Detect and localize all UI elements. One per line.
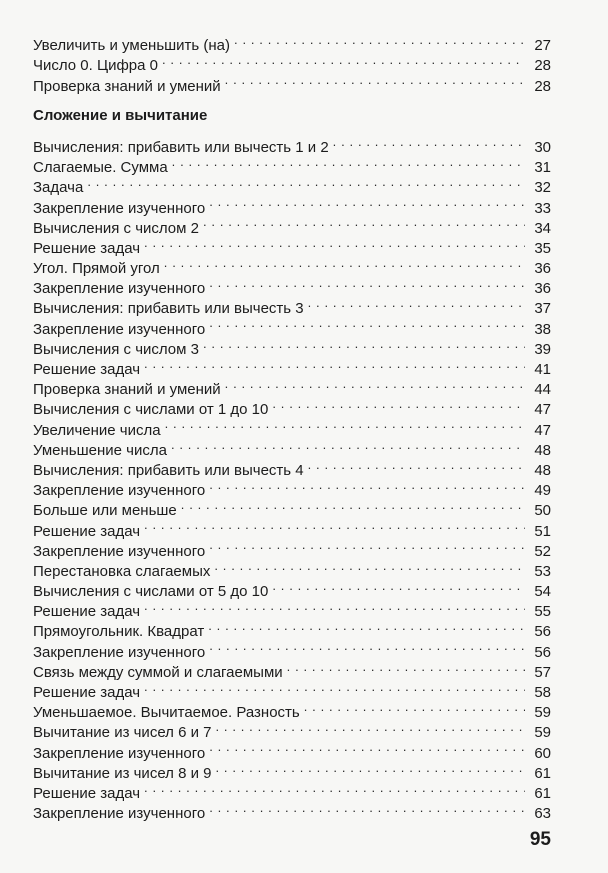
toc-entry-page: 63	[534, 805, 551, 823]
toc-entry-title: Вычисления с числом 2	[33, 219, 199, 237]
toc-entry-page: 56	[534, 643, 551, 661]
toc-entry-title: Проверка знаний и умений	[33, 77, 221, 95]
dot-leader	[171, 435, 525, 455]
toc-entry-page: 61	[534, 764, 551, 782]
toc-entry	[33, 172, 551, 197]
toc-entry-page: 50	[534, 502, 551, 520]
toc-entry-title: Вычисления: прибавить или вычесть 4	[33, 461, 304, 479]
toc-entry-title: Задача	[33, 179, 84, 197]
toc-entry-page: 59	[534, 704, 551, 722]
toc-entry-title: Вычисления с числом 3	[33, 340, 199, 358]
toc-entry-page: 39	[534, 340, 551, 358]
toc-entry-title: Увеличить и уменьшить (на)	[33, 37, 231, 55]
toc-section-list	[33, 132, 551, 823]
toc-entry-title: Решение задач	[33, 784, 141, 802]
dot-leader	[203, 213, 525, 233]
toc-entry-title: Число 0. Цифра 0	[33, 57, 158, 75]
toc-entry-page: 54	[534, 583, 551, 601]
dot-leader	[209, 636, 525, 656]
dot-leader	[172, 152, 525, 172]
toc-entry-page: 27	[534, 37, 551, 55]
toc-entry-page: 30	[534, 138, 551, 156]
toc-top-list	[33, 30, 551, 95]
toc-entry-page: 47	[534, 401, 551, 419]
dot-leader	[209, 536, 525, 556]
toc-entry-title: Больше или меньше	[33, 502, 177, 520]
dot-leader	[165, 414, 525, 434]
dot-leader	[308, 293, 525, 313]
dot-leader	[209, 475, 525, 495]
toc-entry-page: 34	[534, 219, 551, 237]
toc-entry-title: Проверка знаний и умений	[33, 381, 221, 399]
toc-entry-page: 33	[534, 199, 551, 217]
toc-entry-page: 55	[534, 603, 551, 621]
dot-leader	[225, 374, 525, 394]
toc-entry-title: Решение задач	[33, 684, 141, 701]
toc-entry-page: 44	[534, 381, 551, 399]
toc-entry-title: Закрепление изученного	[33, 199, 206, 217]
toc-entry-title: Вычисления с числами от 5 до 10	[33, 583, 269, 601]
toc-entry-title: Перестановка слагаемых	[33, 562, 211, 580]
toc-entry-title: Закрепление изученного	[33, 482, 206, 500]
dot-leader	[225, 70, 525, 90]
dot-leader	[308, 455, 525, 475]
dot-leader	[214, 556, 525, 576]
toc-entry-title: Решение задач	[33, 361, 141, 378]
toc-entry-page: 61	[534, 784, 551, 802]
table-of-contents	[33, 30, 551, 823]
dot-leader	[209, 313, 525, 333]
toc-entry-page: 53	[534, 562, 551, 580]
toc-entry-title: Уменьшаемое. Вычитаемое. Разность	[33, 704, 300, 722]
toc-entry-title: Вычитание из чисел 6 и 7	[33, 724, 212, 742]
dot-leader	[209, 798, 525, 818]
toc-entry-page: 38	[534, 320, 551, 338]
dot-leader	[144, 354, 525, 374]
toc-entry-title: Закрепление изученного	[33, 643, 206, 661]
toc-entry-page: 36	[534, 260, 551, 278]
toc-entry-page: 52	[534, 542, 551, 560]
toc-entry-page: 56	[534, 623, 551, 641]
toc-entry-title: Закрепление изученного	[33, 542, 206, 560]
dot-leader	[162, 50, 525, 70]
dot-leader	[209, 192, 525, 212]
dot-leader	[203, 334, 525, 354]
dot-leader	[215, 758, 525, 778]
toc-entry-page: 48	[534, 461, 551, 479]
toc-entry	[33, 192, 551, 217]
dot-leader	[144, 677, 525, 697]
dot-leader	[87, 172, 525, 192]
toc-entry-title: Увеличение числа	[33, 421, 161, 439]
toc-entry-page: 31	[534, 159, 551, 177]
toc-entry-page: 37	[534, 300, 551, 318]
section-heading: Сложение и вычитание	[33, 106, 208, 124]
dot-leader	[144, 233, 525, 253]
toc-entry-title: Закрепление изученного	[33, 805, 206, 823]
dot-leader	[234, 30, 525, 50]
toc-entry-title: Связь между суммой и слагаемыми	[33, 663, 283, 681]
toc-entry-page: 47	[534, 421, 551, 439]
dot-leader	[209, 737, 525, 757]
dot-leader	[333, 132, 525, 152]
toc-entry-title: Решение задач	[33, 239, 141, 257]
toc-entry-title: Решение задач	[33, 603, 141, 621]
toc-entry-title: Решение задач	[33, 522, 141, 540]
toc-entry-page: 28	[534, 57, 551, 75]
toc-entry-title: Прямоугольник. Квадрат	[33, 623, 205, 641]
dot-leader	[209, 273, 525, 293]
dot-leader	[164, 253, 525, 273]
toc-entry-page: 49	[534, 482, 551, 500]
dot-leader	[287, 657, 525, 677]
toc-entry-page: 28	[534, 77, 551, 95]
toc-entry-page: 51	[534, 522, 551, 540]
toc-entry-title: Вычитание из чисел 8 и 9	[33, 764, 212, 782]
toc-entry-page: 32	[534, 179, 551, 197]
toc-entry-page: 59	[534, 724, 551, 742]
dot-leader	[144, 515, 525, 535]
dot-leader	[208, 616, 525, 636]
toc-entry-title: Вычисления с числами от 1 до 10	[33, 401, 269, 419]
toc-entry-page: 36	[534, 280, 551, 298]
toc-entry-title: Слагаемые. Сумма	[33, 159, 168, 177]
toc-entry-page: 48	[534, 441, 551, 459]
dot-leader	[181, 495, 525, 515]
toc-entry-title: Вычисления: прибавить или вычесть 1 и 2	[33, 138, 329, 156]
dot-leader	[215, 717, 525, 737]
dot-leader	[144, 778, 525, 798]
toc-entry-page: 58	[534, 684, 551, 701]
toc-entry-page: 57	[534, 663, 551, 681]
toc-entry-title: Закрепление изученного	[33, 744, 206, 762]
dot-leader	[272, 394, 525, 414]
toc-entry	[33, 132, 551, 156]
toc-entry-page: 41	[534, 361, 551, 378]
toc-entry-page: 35	[534, 239, 551, 257]
toc-entry-title: Закрепление изученного	[33, 280, 206, 298]
toc-entry-title: Угол. Прямой угол	[33, 260, 160, 278]
toc-entry-title: Закрепление изученного	[33, 320, 206, 338]
dot-leader	[144, 596, 525, 616]
toc-entry-title: Уменьшение числа	[33, 441, 167, 459]
toc-entry	[33, 30, 551, 55]
toc-entry-page: 60	[534, 744, 551, 762]
toc-entry-title: Вычисления: прибавить или вычесть 3	[33, 300, 304, 318]
dot-leader	[272, 576, 525, 596]
dot-leader	[304, 697, 525, 717]
page-number: 95	[529, 829, 551, 850]
